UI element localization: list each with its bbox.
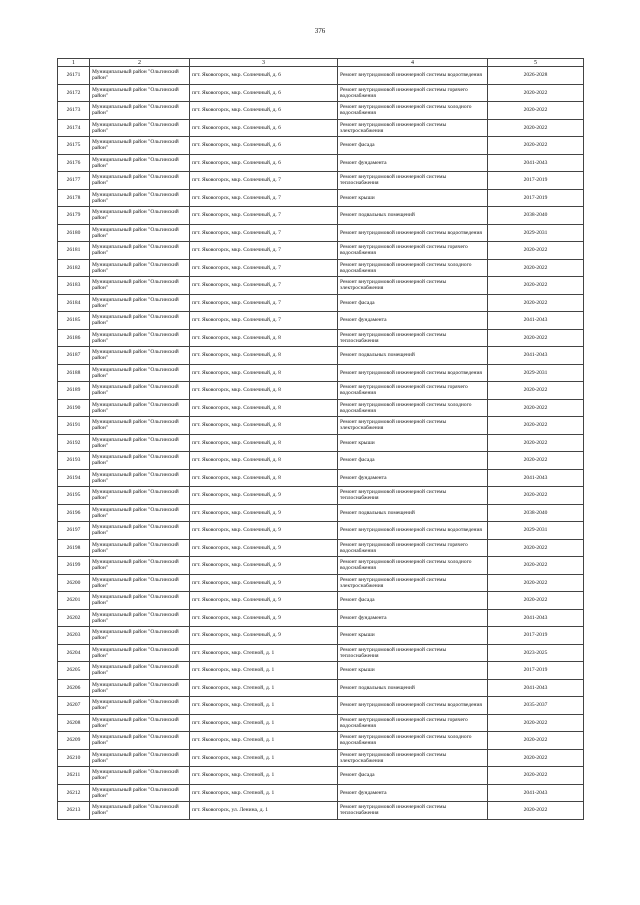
address-cell: пгт. Яковогорск, мкр. Степной, д. 1	[190, 784, 338, 802]
address-cell: пгт. Яковогорск, мкр. Солнечный, д. 8	[190, 399, 338, 417]
work-type-cell: Ремонт внутридомовой инженерной системы водоотведения	[338, 224, 488, 242]
work-type-cell: Ремонт подвальных помещений	[338, 207, 488, 225]
table-row	[58, 189, 584, 207]
work-type-cell: Ремонт внутридомовой инженерной системы теплоснабжения	[338, 329, 488, 347]
municipality-cell: Муниципальный район "Ольгинский район"	[90, 522, 190, 540]
address-cell: пгт. Яковогорск, мкр. Степной, д. 1	[190, 714, 338, 732]
table-header-row	[58, 59, 584, 67]
work-type-cell: Ремонт крыши	[338, 627, 488, 645]
row-number-cell: 26192	[58, 434, 90, 452]
work-type-cell: Ремонт крыши	[338, 434, 488, 452]
table-row	[58, 312, 584, 330]
municipality-cell: Муниципальный район "Ольгинский район"	[90, 802, 190, 820]
municipality-cell: Муниципальный район "Ольгинский район"	[90, 119, 190, 137]
years-cell: 2020-2022	[488, 102, 584, 120]
work-type-cell: Ремонт внутридомовой инженерной системы водоотведения	[338, 67, 488, 85]
work-type-cell: Ремонт внутридомовой инженерной системы холодного водоснабжения	[338, 102, 488, 120]
work-type-cell: Ремонт внутридомовой инженерной системы холодного водоснабжения	[338, 399, 488, 417]
years-cell: 2017-2019	[488, 172, 584, 190]
years-cell: 2020-2022	[488, 382, 584, 400]
years-cell: 2020-2022	[488, 329, 584, 347]
work-type-cell: Ремонт подвальных помещений	[338, 504, 488, 522]
years-cell: 2020-2022	[488, 84, 584, 102]
row-number-cell: 26185	[58, 312, 90, 330]
table-row	[58, 574, 584, 592]
municipality-cell: Муниципальный район "Ольгинский район"	[90, 329, 190, 347]
work-type-cell: Ремонт подвальных помещений	[338, 347, 488, 365]
row-number-cell: 26196	[58, 504, 90, 522]
years-cell: 2020-2022	[488, 557, 584, 575]
years-cell: 2020-2022	[488, 487, 584, 505]
years-cell: 2020-2022	[488, 452, 584, 470]
years-cell: 2020-2022	[488, 119, 584, 137]
work-type-cell: Ремонт внутридомовой инженерной системы электроснабжения	[338, 749, 488, 767]
column-header: 1	[58, 59, 90, 67]
work-type-cell: Ремонт фундамента	[338, 154, 488, 172]
address-cell: пгт. Яковогорск, мкр. Солнечный, д. 8	[190, 434, 338, 452]
municipality-cell: Муниципальный район "Ольгинский район"	[90, 557, 190, 575]
address-cell: пгт. Яковогорск, мкр. Солнечный, д. 9	[190, 557, 338, 575]
table-row	[58, 364, 584, 382]
table-row	[58, 452, 584, 470]
row-number-cell: 26201	[58, 592, 90, 610]
work-type-cell: Ремонт внутридомовой инженерной системы электроснабжения	[338, 119, 488, 137]
years-cell: 2020-2022	[488, 294, 584, 312]
address-cell: пгт. Яковогорск, мкр. Степной, д. 1	[190, 732, 338, 750]
row-number-cell: 26203	[58, 627, 90, 645]
municipality-cell: Муниципальный район "Ольгинский район"	[90, 714, 190, 732]
work-type-cell: Ремонт фасада	[338, 767, 488, 785]
municipality-cell: Муниципальный район "Ольгинский район"	[90, 417, 190, 435]
row-number-cell: 26202	[58, 609, 90, 627]
work-type-cell: Ремонт фундамента	[338, 312, 488, 330]
work-type-cell: Ремонт внутридомовой инженерной системы электроснабжения	[338, 574, 488, 592]
years-cell: 2020-2022	[488, 749, 584, 767]
work-type-cell: Ремонт внутридомовой инженерной системы холодного водоснабжения	[338, 259, 488, 277]
row-number-cell: 26178	[58, 189, 90, 207]
address-cell: пгт. Яковогорск, мкр. Солнечный, д. 7	[190, 259, 338, 277]
row-number-cell: 26199	[58, 557, 90, 575]
table-row	[58, 102, 584, 120]
row-number-cell: 26182	[58, 259, 90, 277]
work-type-cell: Ремонт внутридомовой инженерной системы электроснабжения	[338, 277, 488, 295]
row-number-cell: 26186	[58, 329, 90, 347]
address-cell: пгт. Яковогорск, мкр. Солнечный, д. 7	[190, 224, 338, 242]
address-cell: пгт. Яковогорск, мкр. Солнечный, д. 7	[190, 242, 338, 260]
table-row	[58, 242, 584, 260]
column-header: 2	[90, 59, 190, 67]
row-number-cell: 26184	[58, 294, 90, 312]
municipality-cell: Муниципальный район "Ольгинский район"	[90, 312, 190, 330]
work-type-cell: Ремонт внутридомовой инженерной системы водоотведения	[338, 364, 488, 382]
table-row	[58, 522, 584, 540]
table-row	[58, 277, 584, 295]
row-number-cell: 26189	[58, 382, 90, 400]
years-cell: 2020-2022	[488, 242, 584, 260]
municipality-cell: Муниципальный район "Ольгинский район"	[90, 137, 190, 155]
work-type-cell: Ремонт крыши	[338, 662, 488, 680]
row-number-cell: 26210	[58, 749, 90, 767]
municipality-cell: Муниципальный район "Ольгинский район"	[90, 697, 190, 715]
work-type-cell: Ремонт фундамента	[338, 784, 488, 802]
years-cell: 2026-2028	[488, 67, 584, 85]
address-cell: пгт. Яковогорск, мкр. Солнечный, д. 9	[190, 522, 338, 540]
work-type-cell: Ремонт внутридомовой инженерной системы теплоснабжения	[338, 487, 488, 505]
years-cell: 2017-2019	[488, 627, 584, 645]
municipality-cell: Муниципальный район "Ольгинский район"	[90, 767, 190, 785]
years-cell: 2038-2040	[488, 207, 584, 225]
years-cell: 2023-2025	[488, 644, 584, 662]
table-row	[58, 67, 584, 85]
address-cell: пгт. Яковогорск, мкр. Солнечный, д. 9	[190, 592, 338, 610]
row-number-cell: 26209	[58, 732, 90, 750]
work-type-cell: Ремонт фасада	[338, 294, 488, 312]
municipality-cell: Муниципальный район "Ольгинский район"	[90, 382, 190, 400]
years-cell: 2020-2022	[488, 417, 584, 435]
work-type-cell: Ремонт внутридомовой инженерной системы теплоснабжения	[338, 644, 488, 662]
address-cell: пгт. Яковогорск, мкр. Солнечный, д. 9	[190, 504, 338, 522]
municipality-cell: Муниципальный район "Ольгинский район"	[90, 609, 190, 627]
work-type-cell: Ремонт внутридомовой инженерной системы электроснабжения	[338, 417, 488, 435]
row-number-cell: 26176	[58, 154, 90, 172]
address-cell: пгт. Яковогорск, мкр. Степной, д. 1	[190, 644, 338, 662]
work-type-cell: Ремонт внутридомовой инженерной системы теплоснабжения	[338, 172, 488, 190]
row-number-cell: 26204	[58, 644, 90, 662]
table-row	[58, 84, 584, 102]
table-row	[58, 207, 584, 225]
address-cell: пгт. Яковогорск, мкр. Степной, д. 1	[190, 767, 338, 785]
address-cell: пгт. Яковогорск, мкр. Солнечный, д. 7	[190, 277, 338, 295]
capital-repair-table	[57, 58, 584, 820]
years-cell: 2041-2043	[488, 469, 584, 487]
work-type-cell: Ремонт фасада	[338, 592, 488, 610]
years-cell: 2038-2040	[488, 504, 584, 522]
years-cell: 2017-2019	[488, 662, 584, 680]
work-type-cell: Ремонт фасада	[338, 137, 488, 155]
municipality-cell: Муниципальный район "Ольгинский район"	[90, 277, 190, 295]
work-type-cell: Ремонт внутридомовой инженерной системы холодного водоснабжения	[338, 732, 488, 750]
address-cell: пгт. Яковогорск, мкр. Солнечный, д. 7	[190, 207, 338, 225]
work-type-cell: Ремонт фундамента	[338, 469, 488, 487]
table-row	[58, 644, 584, 662]
work-type-cell: Ремонт крыши	[338, 189, 488, 207]
address-cell: пгт. Яковогорск, мкр. Солнечный, д. 6	[190, 119, 338, 137]
row-number-cell: 26195	[58, 487, 90, 505]
address-cell: пгт. Яковогорск, мкр. Солнечный, д. 9	[190, 609, 338, 627]
row-number-cell: 26194	[58, 469, 90, 487]
municipality-cell: Муниципальный район "Ольгинский район"	[90, 487, 190, 505]
address-cell: пгт. Яковогорск, мкр. Солнечный, д. 6	[190, 67, 338, 85]
table-row	[58, 609, 584, 627]
table-row	[58, 627, 584, 645]
address-cell: пгт. Яковогорск, мкр. Солнечный, д. 8	[190, 469, 338, 487]
address-cell: пгт. Яковогорск, мкр. Солнечный, д. 7	[190, 312, 338, 330]
table-row	[58, 592, 584, 610]
column-header: 3	[190, 59, 338, 67]
work-type-cell: Ремонт внутридомовой инженерной системы горячего водоснабжения	[338, 84, 488, 102]
municipality-cell: Муниципальный район "Ольгинский район"	[90, 434, 190, 452]
municipality-cell: Муниципальный район "Ольгинский район"	[90, 207, 190, 225]
row-number-cell: 26177	[58, 172, 90, 190]
work-type-cell: Ремонт внутридомовой инженерной системы водоотведения	[338, 522, 488, 540]
address-cell: пгт. Яковогорск, мкр. Солнечный, д. 8	[190, 347, 338, 365]
years-cell: 2020-2022	[488, 574, 584, 592]
row-number-cell: 26179	[58, 207, 90, 225]
years-cell: 2041-2043	[488, 312, 584, 330]
years-cell: 2041-2043	[488, 784, 584, 802]
work-type-cell: Ремонт внутридомовой инженерной системы теплоснабжения	[338, 802, 488, 820]
table-row	[58, 382, 584, 400]
work-type-cell: Ремонт внутридомовой инженерной системы горячего водоснабжения	[338, 539, 488, 557]
years-cell: 2020-2022	[488, 137, 584, 155]
row-number-cell: 26193	[58, 452, 90, 470]
work-type-cell: Ремонт фасада	[338, 452, 488, 470]
work-type-cell: Ремонт внутридомовой инженерной системы горячего водоснабжения	[338, 242, 488, 260]
municipality-cell: Муниципальный район "Ольгинский район"	[90, 732, 190, 750]
years-cell: 2029-2031	[488, 224, 584, 242]
row-number-cell: 26180	[58, 224, 90, 242]
table-row	[58, 732, 584, 750]
municipality-cell: Муниципальный район "Ольгинский район"	[90, 67, 190, 85]
table-row	[58, 487, 584, 505]
years-cell: 2020-2022	[488, 714, 584, 732]
page-number: 376	[314, 27, 326, 35]
table-row	[58, 259, 584, 277]
municipality-cell: Муниципальный район "Ольгинский район"	[90, 242, 190, 260]
address-cell: пгт. Яковогорск, мкр. Степной, д. 1	[190, 749, 338, 767]
table-row	[58, 434, 584, 452]
row-number-cell: 26181	[58, 242, 90, 260]
years-cell: 2029-2031	[488, 522, 584, 540]
table-row	[58, 767, 584, 785]
address-cell: пгт. Яковогорск, мкр. Степной, д. 1	[190, 697, 338, 715]
years-cell: 2020-2022	[488, 767, 584, 785]
table-row	[58, 172, 584, 190]
municipality-cell: Муниципальный район "Ольгинский район"	[90, 784, 190, 802]
address-cell: пгт. Яковогорск, мкр. Солнечный, д. 7	[190, 172, 338, 190]
municipality-cell: Муниципальный район "Ольгинский район"	[90, 102, 190, 120]
row-number-cell: 26187	[58, 347, 90, 365]
years-cell: 2020-2022	[488, 802, 584, 820]
municipality-cell: Муниципальный район "Ольгинский район"	[90, 627, 190, 645]
years-cell: 2020-2022	[488, 434, 584, 452]
table-row	[58, 469, 584, 487]
municipality-cell: Муниципальный район "Ольгинский район"	[90, 294, 190, 312]
years-cell: 2020-2022	[488, 592, 584, 610]
municipality-cell: Муниципальный район "Ольгинский район"	[90, 644, 190, 662]
years-cell: 2020-2022	[488, 259, 584, 277]
years-cell: 2041-2043	[488, 347, 584, 365]
table-row	[58, 784, 584, 802]
table-row	[58, 329, 584, 347]
table-row	[58, 417, 584, 435]
address-cell: пгт. Яковогорск, мкр. Солнечный, д. 8	[190, 382, 338, 400]
years-cell: 2029-2031	[488, 364, 584, 382]
row-number-cell: 26188	[58, 364, 90, 382]
address-cell: пгт. Яковогорск, мкр. Солнечный, д. 9	[190, 574, 338, 592]
work-type-cell: Ремонт внутридомовой инженерной системы горячего водоснабжения	[338, 714, 488, 732]
address-cell: пгт. Яковогорск, мкр. Степной, д. 1	[190, 662, 338, 680]
years-cell: 2041-2043	[488, 679, 584, 697]
years-cell: 2020-2022	[488, 277, 584, 295]
address-cell: пгт. Яковогорск, мкр. Степной, д. 1	[190, 679, 338, 697]
municipality-cell: Муниципальный район "Ольгинский район"	[90, 259, 190, 277]
table-row	[58, 557, 584, 575]
address-cell: пгт. Яковогорск, ул. Ленина, д. 1	[190, 802, 338, 820]
years-cell: 2020-2022	[488, 399, 584, 417]
years-cell: 2020-2022	[488, 732, 584, 750]
address-cell: пгт. Яковогорск, мкр. Солнечный, д. 6	[190, 102, 338, 120]
table-row	[58, 802, 584, 820]
address-cell: пгт. Яковогорск, мкр. Солнечный, д. 7	[190, 294, 338, 312]
address-cell: пгт. Яковогорск, мкр. Солнечный, д. 8	[190, 452, 338, 470]
municipality-cell: Муниципальный район "Ольгинский район"	[90, 679, 190, 697]
column-header: 5	[488, 59, 584, 67]
row-number-cell: 26183	[58, 277, 90, 295]
row-number-cell: 26200	[58, 574, 90, 592]
address-cell: пгт. Яковогорск, мкр. Солнечный, д. 6	[190, 137, 338, 155]
address-cell: пгт. Яковогорск, мкр. Солнечный, д. 8	[190, 329, 338, 347]
row-number-cell: 26208	[58, 714, 90, 732]
work-type-cell: Ремонт подвальных помещений	[338, 679, 488, 697]
municipality-cell: Муниципальный район "Ольгинский район"	[90, 539, 190, 557]
row-number-cell: 26190	[58, 399, 90, 417]
municipality-cell: Муниципальный район "Ольгинский район"	[90, 347, 190, 365]
municipality-cell: Муниципальный район "Ольгинский район"	[90, 504, 190, 522]
municipality-cell: Муниципальный район "Ольгинский район"	[90, 662, 190, 680]
table-row	[58, 224, 584, 242]
municipality-cell: Муниципальный район "Ольгинский район"	[90, 452, 190, 470]
row-number-cell: 26211	[58, 767, 90, 785]
address-cell: пгт. Яковогорск, мкр. Солнечный, д. 7	[190, 189, 338, 207]
table-row	[58, 714, 584, 732]
row-number-cell: 26213	[58, 802, 90, 820]
row-number-cell: 26207	[58, 697, 90, 715]
municipality-cell: Муниципальный район "Ольгинский район"	[90, 749, 190, 767]
municipality-cell: Муниципальный район "Ольгинский район"	[90, 399, 190, 417]
row-number-cell: 26206	[58, 679, 90, 697]
table-row	[58, 504, 584, 522]
municipality-cell: Муниципальный район "Ольгинский район"	[90, 189, 190, 207]
work-type-cell: Ремонт внутридомовой инженерной системы холодного водоснабжения	[338, 557, 488, 575]
row-number-cell: 26173	[58, 102, 90, 120]
address-cell: пгт. Яковогорск, мкр. Солнечный, д. 8	[190, 364, 338, 382]
table-row	[58, 154, 584, 172]
table-row	[58, 539, 584, 557]
row-number-cell: 26191	[58, 417, 90, 435]
years-cell: 2035-2037	[488, 697, 584, 715]
row-number-cell: 26175	[58, 137, 90, 155]
years-cell: 2017-2019	[488, 189, 584, 207]
table-row	[58, 697, 584, 715]
table-row	[58, 662, 584, 680]
row-number-cell: 26205	[58, 662, 90, 680]
table-row	[58, 399, 584, 417]
column-header: 4	[338, 59, 488, 67]
address-cell: пгт. Яковогорск, мкр. Солнечный, д. 8	[190, 417, 338, 435]
row-number-cell: 26174	[58, 119, 90, 137]
row-number-cell: 26197	[58, 522, 90, 540]
row-number-cell: 26198	[58, 539, 90, 557]
row-number-cell: 26172	[58, 84, 90, 102]
table-row	[58, 294, 584, 312]
years-cell: 2041-2043	[488, 609, 584, 627]
address-cell: пгт. Яковогорск, мкр. Солнечный, д. 9	[190, 487, 338, 505]
municipality-cell: Муниципальный район "Ольгинский район"	[90, 172, 190, 190]
address-cell: пгт. Яковогорск, мкр. Солнечный, д. 9	[190, 539, 338, 557]
municipality-cell: Муниципальный район "Ольгинский район"	[90, 154, 190, 172]
work-type-cell: Ремонт внутридомовой инженерной системы водоотведения	[338, 697, 488, 715]
municipality-cell: Муниципальный район "Ольгинский район"	[90, 224, 190, 242]
table-row	[58, 749, 584, 767]
municipality-cell: Муниципальный район "Ольгинский район"	[90, 364, 190, 382]
address-cell: пгт. Яковогорск, мкр. Солнечный, д. 6	[190, 154, 338, 172]
work-type-cell: Ремонт фундамента	[338, 609, 488, 627]
municipality-cell: Муниципальный район "Ольгинский район"	[90, 574, 190, 592]
table-row	[58, 679, 584, 697]
years-cell: 2041-2043	[488, 154, 584, 172]
work-type-cell: Ремонт внутридомовой инженерной системы горячего водоснабжения	[338, 382, 488, 400]
row-number-cell: 26212	[58, 784, 90, 802]
row-number-cell: 26171	[58, 67, 90, 85]
table-row	[58, 347, 584, 365]
table-row	[58, 119, 584, 137]
municipality-cell: Муниципальный район "Ольгинский район"	[90, 592, 190, 610]
municipality-cell: Муниципальный район "Ольгинский район"	[90, 469, 190, 487]
municipality-cell: Муниципальный район "Ольгинский район"	[90, 84, 190, 102]
address-cell: пгт. Яковогорск, мкр. Солнечный, д. 6	[190, 84, 338, 102]
years-cell: 2020-2022	[488, 539, 584, 557]
address-cell: пгт. Яковогорск, мкр. Солнечный, д. 9	[190, 627, 338, 645]
table-row	[58, 137, 584, 155]
